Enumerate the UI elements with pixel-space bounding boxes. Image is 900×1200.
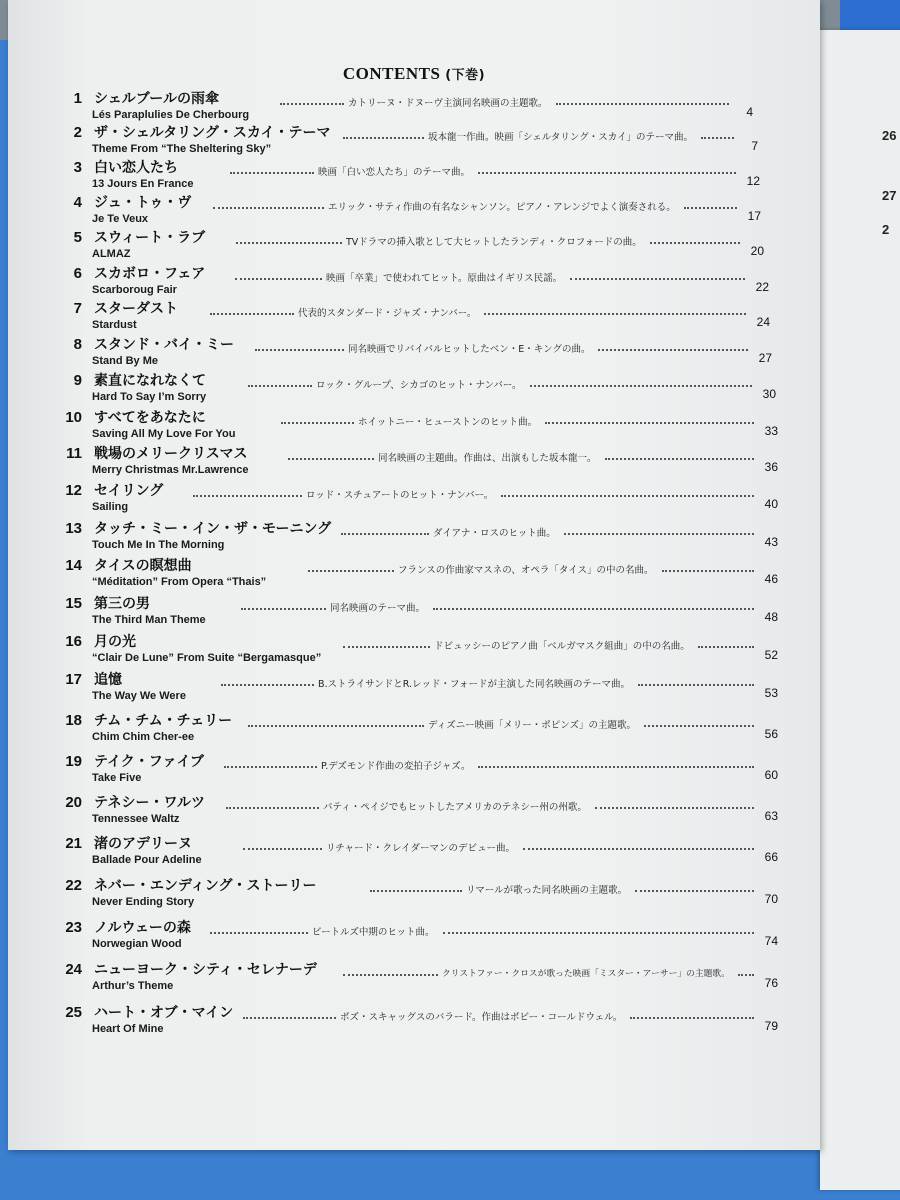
entry-title-english: Lés Paraplulies De Cherbourg — [92, 109, 250, 121]
entry-number: 14 — [65, 557, 82, 574]
entry-description: ロッド・スチュアートのヒット・ナンバー。 — [306, 490, 494, 501]
dot-leader — [595, 807, 754, 809]
entry-number: 24 — [65, 961, 82, 978]
entry-number: 18 — [65, 712, 82, 729]
entry-title-japanese: スカボロ・フェア — [94, 266, 206, 282]
volume-label: (下巻) — [445, 68, 486, 83]
entry-title-english: Never Ending Story — [92, 896, 195, 908]
dot-leader — [556, 103, 729, 105]
entry-number: 23 — [65, 919, 82, 936]
entry-description: ディズニー映画「メリー・ポピンズ」の主題歌。 — [428, 720, 636, 731]
entry-title-japanese: 渚のアデリーヌ — [94, 836, 192, 852]
dot-leader — [235, 278, 322, 280]
entry-title-english: Saving All My Love For You — [92, 428, 236, 440]
entry-title-japanese: セイリング — [94, 483, 164, 499]
dot-leader — [193, 495, 302, 497]
dot-leader — [598, 349, 748, 351]
contents-entry — [8, 1004, 820, 1044]
entry-number: 7 — [73, 300, 82, 317]
entry-number: 13 — [65, 520, 82, 537]
next-page-number: 27 — [882, 188, 897, 203]
entry-page-number: 74 — [764, 934, 778, 948]
entry-title-japanese: タイスの瞑想曲 — [94, 558, 192, 574]
entry-page-number: 66 — [764, 850, 778, 864]
dot-leader — [343, 137, 424, 139]
dot-leader — [241, 608, 326, 610]
entry-number: 17 — [65, 671, 82, 688]
dot-leader — [545, 422, 754, 424]
entry-number: 21 — [65, 835, 82, 852]
entry-page-number: 4 — [746, 105, 753, 119]
entry-page-number: 36 — [764, 460, 778, 474]
dot-leader — [230, 172, 314, 174]
entry-number: 10 — [65, 409, 82, 426]
dot-leader — [224, 766, 317, 768]
entry-page-number: 40 — [764, 497, 778, 511]
dot-leader — [523, 848, 754, 850]
dot-leader — [443, 932, 754, 934]
entry-number: 3 — [73, 159, 82, 176]
entry-description: 同名映画でリバイバルヒットしたベン・E・キングの曲。 — [348, 344, 591, 355]
dot-leader — [570, 278, 745, 280]
entry-description: エリック・サティ作曲の有名なシャンソン。ピアノ・アレンジでよく演奏される。 — [328, 202, 676, 213]
entry-title-japanese: テイク・ファイブ — [94, 754, 205, 770]
entry-title-english: “Méditation” From Opera “Thais” — [92, 576, 267, 588]
entry-title-english: Arthur’s Theme — [92, 980, 174, 992]
contents-entry — [8, 557, 820, 597]
contents-entry — [8, 372, 820, 412]
entry-title-english: Hard To Say I’m Sorry — [92, 391, 207, 403]
entry-title-japanese: 追憶 — [94, 672, 122, 688]
entry-title-japanese: スターダスト — [94, 301, 178, 317]
dot-leader — [370, 890, 462, 892]
dot-leader — [341, 533, 429, 535]
entry-page-number: 76 — [764, 976, 778, 990]
entry-title-japanese: ハート・オブ・マイン — [94, 1005, 234, 1021]
contents-entry — [8, 671, 820, 711]
entry-number: 20 — [65, 794, 82, 811]
entry-title-english: Merry Christmas Mr.Lawrence — [92, 464, 249, 476]
entry-title-japanese: ザ・シェルタリング・スカイ・テーマ — [94, 125, 331, 141]
dot-leader — [635, 890, 754, 892]
entry-description: リマールが歌った同名映画の主題歌。 — [466, 885, 628, 896]
entry-title-english: The Third Man Theme — [92, 614, 206, 626]
entry-number: 15 — [65, 595, 82, 612]
dot-leader — [478, 172, 736, 174]
entry-title-japanese: タッチ・ミー・イン・ザ・モーニング — [94, 521, 332, 537]
entry-title-japanese: チム・チム・チェリー — [94, 713, 233, 729]
contents-entry — [8, 445, 820, 485]
entry-number: 22 — [65, 877, 82, 894]
entry-title-english: “Clair De Lune” From Suite “Bergamasque” — [92, 652, 322, 664]
entry-title-japanese: シェルブールの雨傘 — [94, 91, 220, 107]
contents-entry — [8, 877, 820, 917]
contents-entry — [8, 633, 820, 673]
entry-description: P.デズモンド作曲の変拍子ジャズ。 — [321, 761, 471, 772]
entry-number: 5 — [73, 229, 82, 246]
entry-title-english: Scarboroug Fair — [92, 284, 177, 296]
dot-leader — [248, 725, 424, 727]
entry-description: ドビュッシーのピアノ曲「ベルガマスク組曲」の中の名曲。 — [434, 641, 690, 652]
entry-page-number: 30 — [762, 387, 776, 401]
entry-title-japanese: スタンド・バイ・ミー — [94, 337, 234, 353]
next-page — [820, 30, 900, 1190]
dot-leader — [243, 1017, 336, 1019]
entry-title-japanese: ジュ・トゥ・ヴ — [94, 195, 192, 211]
entry-number: 9 — [73, 372, 82, 389]
dot-leader — [501, 495, 754, 497]
entry-number: 2 — [73, 124, 82, 141]
entry-page-number: 56 — [764, 727, 778, 741]
entry-title-japanese: テネシー・ワルツ — [94, 795, 206, 811]
entry-title-japanese: ネバー・エンディング・ストーリー — [94, 878, 317, 894]
contents-title: CONTENTS — [342, 64, 441, 83]
entry-number: 1 — [73, 90, 82, 107]
entry-description: ボズ・スキャッグスのバラード。作曲はボビー・コールドウェル。 — [340, 1012, 623, 1023]
entry-title-english: 13 Jours En France — [92, 178, 194, 190]
next-page-number: 26 — [882, 128, 897, 143]
entry-title-english: Stand By Me — [92, 355, 159, 367]
entry-title-english: Norwegian Wood — [92, 938, 182, 950]
dot-leader — [484, 313, 746, 315]
dot-leader — [281, 422, 354, 424]
dot-leader — [308, 570, 394, 572]
dot-leader — [255, 349, 344, 351]
entry-page-number: 43 — [764, 535, 778, 549]
dot-leader — [605, 458, 754, 460]
entry-description: 代表的スタンダード・ジャズ・ナンバー。 — [298, 308, 477, 319]
entry-page-number: 24 — [756, 315, 770, 329]
entry-title-japanese: 白い恋人たち — [94, 160, 178, 176]
contents-entry — [8, 919, 820, 959]
dot-leader — [280, 103, 344, 105]
entry-page-number: 12 — [746, 174, 760, 188]
entry-description: B.ストライサンドとR.レッド・フォードが主演した同名映画のテーマ曲。 — [318, 679, 630, 690]
entry-title-english: Touch Me In The Morning — [92, 539, 225, 551]
entry-page-number: 60 — [764, 768, 778, 782]
entry-title-japanese: 戦場のメリークリスマス — [94, 446, 248, 462]
entry-title-japanese: ニューヨーク・シティ・セレナーデ — [94, 962, 317, 978]
entry-description: 映画「白い恋人たち」のテーマ曲。 — [318, 167, 471, 178]
contents-entry — [8, 835, 820, 875]
dot-leader — [530, 385, 752, 387]
entry-description: 同名映画の主題曲。作曲は、出演もした坂本龍一。 — [378, 453, 597, 464]
entry-number: 25 — [65, 1004, 82, 1021]
entry-page-number: 53 — [764, 686, 778, 700]
contents-entry — [8, 595, 820, 635]
entry-number: 4 — [73, 194, 82, 211]
dot-leader — [243, 848, 322, 850]
entry-title-japanese: スウィート・ラブ — [94, 230, 206, 246]
entry-title-english: Theme From “The Sheltering Sky” — [92, 143, 272, 155]
entry-page-number: 17 — [747, 209, 761, 223]
contents-entry — [8, 753, 820, 793]
dot-leader — [288, 458, 374, 460]
dot-leader — [638, 684, 754, 686]
contents-entry — [8, 794, 820, 834]
dot-leader — [433, 608, 754, 610]
page-title — [8, 64, 820, 84]
contents-entry — [8, 961, 820, 1001]
entry-title-japanese: すべてをあなたに — [94, 410, 206, 426]
entry-description: パティ・ペイジでもヒットしたアメリカのテネシー州の州歌。 — [323, 802, 587, 813]
entry-description: 同名映画のテーマ曲。 — [330, 603, 426, 614]
contents-entry — [8, 712, 820, 752]
dot-leader — [210, 932, 308, 934]
dot-leader — [236, 242, 342, 244]
dot-leader — [221, 684, 314, 686]
entry-description: クリストファー・クロスが歌った映画「ミスター・アーサー」の主題歌。 — [442, 969, 730, 979]
entry-title-english: The Way We Were — [92, 690, 186, 702]
entry-title-english: Ballade Pour Adeline — [92, 854, 202, 866]
entry-description: ビートルズ中期のヒット曲。 — [312, 927, 435, 938]
dot-leader — [226, 807, 319, 809]
entry-title-english: Stardust — [92, 319, 137, 331]
entry-title-english: Tennessee Waltz — [92, 813, 180, 825]
entry-page-number: 48 — [764, 610, 778, 624]
entry-page-number: 20 — [750, 244, 764, 258]
dot-leader — [630, 1017, 754, 1019]
entry-page-number: 70 — [764, 892, 778, 906]
contents-page — [8, 0, 820, 1150]
entry-number: 8 — [73, 336, 82, 353]
entry-number: 16 — [65, 633, 82, 650]
entry-number: 6 — [73, 265, 82, 282]
entry-description: 映画「卒業」で使われてヒット。原曲はイギリス民謡。 — [326, 273, 563, 284]
entry-title-english: Chim Chim Cher-ee — [92, 731, 195, 743]
entry-description: ホイットニー・ヒューストンのヒット曲。 — [358, 417, 538, 428]
contents-entry — [8, 520, 820, 560]
entry-title-english: ALMAZ — [92, 248, 131, 260]
entry-description: リチャード・クレイダーマンのデビュー曲。 — [326, 843, 516, 854]
entry-title-english: Heart Of Mine — [92, 1023, 164, 1035]
entry-page-number: 7 — [751, 139, 758, 153]
next-page-number: 2 — [882, 222, 890, 237]
entry-number: 11 — [66, 445, 82, 462]
entry-description: フランスの作曲家マスネの、オペラ「タイス」の中の名曲。 — [398, 565, 654, 576]
entry-description: カトリーヌ・ドヌーヴ主演同名映画の主題歌。 — [348, 98, 548, 109]
entry-description: ロック・グループ、シカゴのヒット・ナンバー。 — [316, 380, 522, 391]
entry-page-number: 52 — [764, 648, 778, 662]
dot-leader — [343, 646, 430, 648]
entry-number: 12 — [65, 482, 82, 499]
dot-leader — [248, 385, 312, 387]
entry-title-japanese: 月の光 — [94, 634, 136, 650]
entry-page-number: 22 — [755, 280, 769, 294]
dot-leader — [564, 533, 754, 535]
dot-leader — [210, 313, 294, 315]
contents-entry — [8, 482, 820, 522]
entry-description: 坂本龍一作曲。映画「シェルタリング・スカイ」のテーマ曲。 — [428, 132, 693, 143]
entry-page-number: 27 — [758, 351, 772, 365]
dot-leader — [478, 766, 754, 768]
entry-description: TVドラマの挿入歌として大ヒットしたランディ・クロフォードの曲。 — [346, 237, 642, 248]
entry-title-japanese: 第三の男 — [94, 596, 150, 612]
entry-title-english: Je Te Veux — [92, 213, 149, 225]
entry-page-number: 33 — [764, 424, 778, 438]
dot-leader — [213, 207, 324, 209]
entry-description: ダイアナ・ロスのヒット曲。 — [433, 528, 556, 539]
entry-title-japanese: 素直になれなくて — [94, 373, 206, 389]
entry-title-english: Sailing — [92, 501, 129, 513]
entry-page-number: 63 — [764, 809, 778, 823]
entry-page-number: 79 — [764, 1019, 778, 1033]
entry-page-number: 46 — [764, 572, 778, 586]
entry-title-english: Take Five — [92, 772, 142, 784]
entry-number: 19 — [65, 753, 82, 770]
entry-title-japanese: ノルウェーの森 — [94, 920, 191, 936]
dot-leader — [343, 974, 438, 976]
